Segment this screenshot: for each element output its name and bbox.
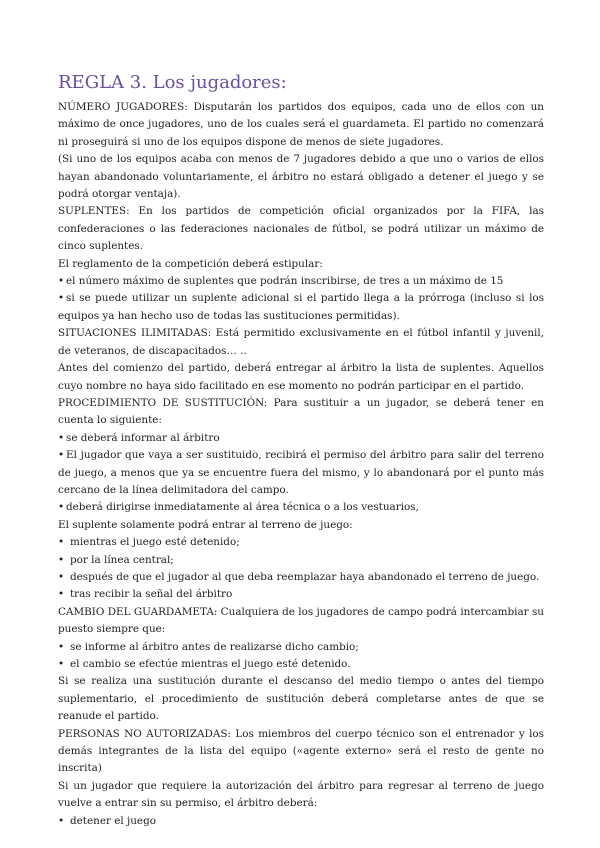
bullet: • xyxy=(58,431,65,444)
bullet: • xyxy=(58,449,65,462)
bullet: • xyxy=(58,640,65,653)
list-item: • si se puede utilizar un suplente adicional si el partido llega a la prórroga (incluso si los equipos ya han hecho uso de todas las sustituciones permitidas). xyxy=(58,292,544,322)
list-item: • por la línea central; xyxy=(58,552,544,569)
list-item: • se deberá informar al árbitro xyxy=(58,430,544,447)
list-item: • el cambio se efectúe mientras el juego esté detenido. xyxy=(58,656,544,673)
list-item: • después de que el jugador al que deba reemplazar haya abandonado el terreno de juego. xyxy=(58,569,544,586)
list-item: • El jugador que vaya a ser sustituido, recibirá el permiso del árbitro para salir del terreno de juego, a menos que ya se encuentre fuera del mismo, y lo abandonará por el punto más cercano de la línea delimitadora del campo. xyxy=(58,449,544,496)
bullet: • xyxy=(58,588,65,601)
list-item: • deberá dirigirse inmediatamente al área técnica o a los vestuarios, xyxy=(58,499,544,516)
paragraph-lista-suplentes: Antes del comienzo del partido, deberá entregar al árbitro la lista de suplentes. Aquellos cuyo nombre no haya sido facilitado en ese momento no podrán participar en el partido. xyxy=(58,362,544,392)
list-item: • se informe al árbitro antes de realizarse dicho cambio; xyxy=(58,639,544,656)
paragraph-descanso: Si se realiza una sustitución durante el descanso del medio tiempo o antes del tiempo suplementario, el procedimiento de sustitución deberá completarse antes de que se reanude el partido. xyxy=(58,675,544,723)
paragraph-numero-jugadores: NÚMERO JUGADORES: Disputarán los partidos dos equipos, cada uno de ellos con un máximo de once jugadores, uno de los cuales será el guardameta. El partido no comenzará ni proseguirá si uno de los equipos dispone de menos de siete jugadores. xyxy=(58,101,544,148)
bullet: • xyxy=(58,814,65,827)
bullet: • xyxy=(58,536,65,549)
bullet: • xyxy=(58,275,65,288)
list-item: • tras recibir la señal del árbitro xyxy=(58,586,544,603)
paragraph-suplente-entrada: El suplente solamente podrá entrar al terreno de juego: xyxy=(58,518,353,531)
paragraph-procedimiento: PROCEDIMIENTO DE SUSTITUCIÓN: Para sustituir a un jugador, se deberá tener en cuenta lo siguiente: xyxy=(58,396,544,427)
paragraph-personas-no-autorizadas: PERSONAS NO AUTORIZADAS: Los miembros del cuerpo técnico son el entrenador y los demás integrantes de la lista del equipo («agente externo» será el resto de gente no inscrita) xyxy=(58,727,544,775)
paragraph-situaciones: SITUACIONES ILIMITADAS: Está permitido exclusivamente en el fútbol infantil y juvenil, de veteranos, de discapacitados… .. xyxy=(58,327,544,357)
paragraph-suplentes: SUPLENTES: En los partidos de competición oficial organizados por la FIFA, las confederaciones o las federaciones nacionales de fútbol, se podrá utilizar un máximo de cinco suplentes. xyxy=(58,205,544,253)
bullet: • xyxy=(58,292,65,305)
document-page xyxy=(58,70,544,830)
paragraph-reglamento: El reglamento de la competición deberá estipular: xyxy=(58,257,323,270)
bullet: • xyxy=(58,501,65,514)
paragraph-note: (Si uno de los equipos acaba con menos de 7 jugadores debido a que uno o varios de ellos hayan abandonado voluntariamente, el árbitro no estará obligado a detener el juego y se podrá otorgar ventaja). xyxy=(58,153,544,201)
list-item: • detener el juego xyxy=(58,813,544,830)
bullet: • xyxy=(58,553,65,566)
bullet: • xyxy=(58,658,65,670)
paragraph-regreso-jugador: Si un jugador que requiere la autorización del árbitro para regresar al terreno de juego vuelve a entrar sin su permiso, el árbitro deberá: xyxy=(58,779,544,810)
section-title: REGLA 3. Los jugadores: xyxy=(58,72,287,93)
bullet: • xyxy=(58,570,65,583)
paragraph-cambio-guardameta: CAMBIO DEL GUARDAMETA: Cualquiera de los jugadores de campo podrá intercambiar su puesto siempre que: xyxy=(58,605,544,636)
list-item: • el número máximo de suplentes que podrán inscribirse, de tres a un máximo de 15 xyxy=(58,273,544,290)
list-item: • mientras el juego esté detenido; xyxy=(58,534,544,551)
